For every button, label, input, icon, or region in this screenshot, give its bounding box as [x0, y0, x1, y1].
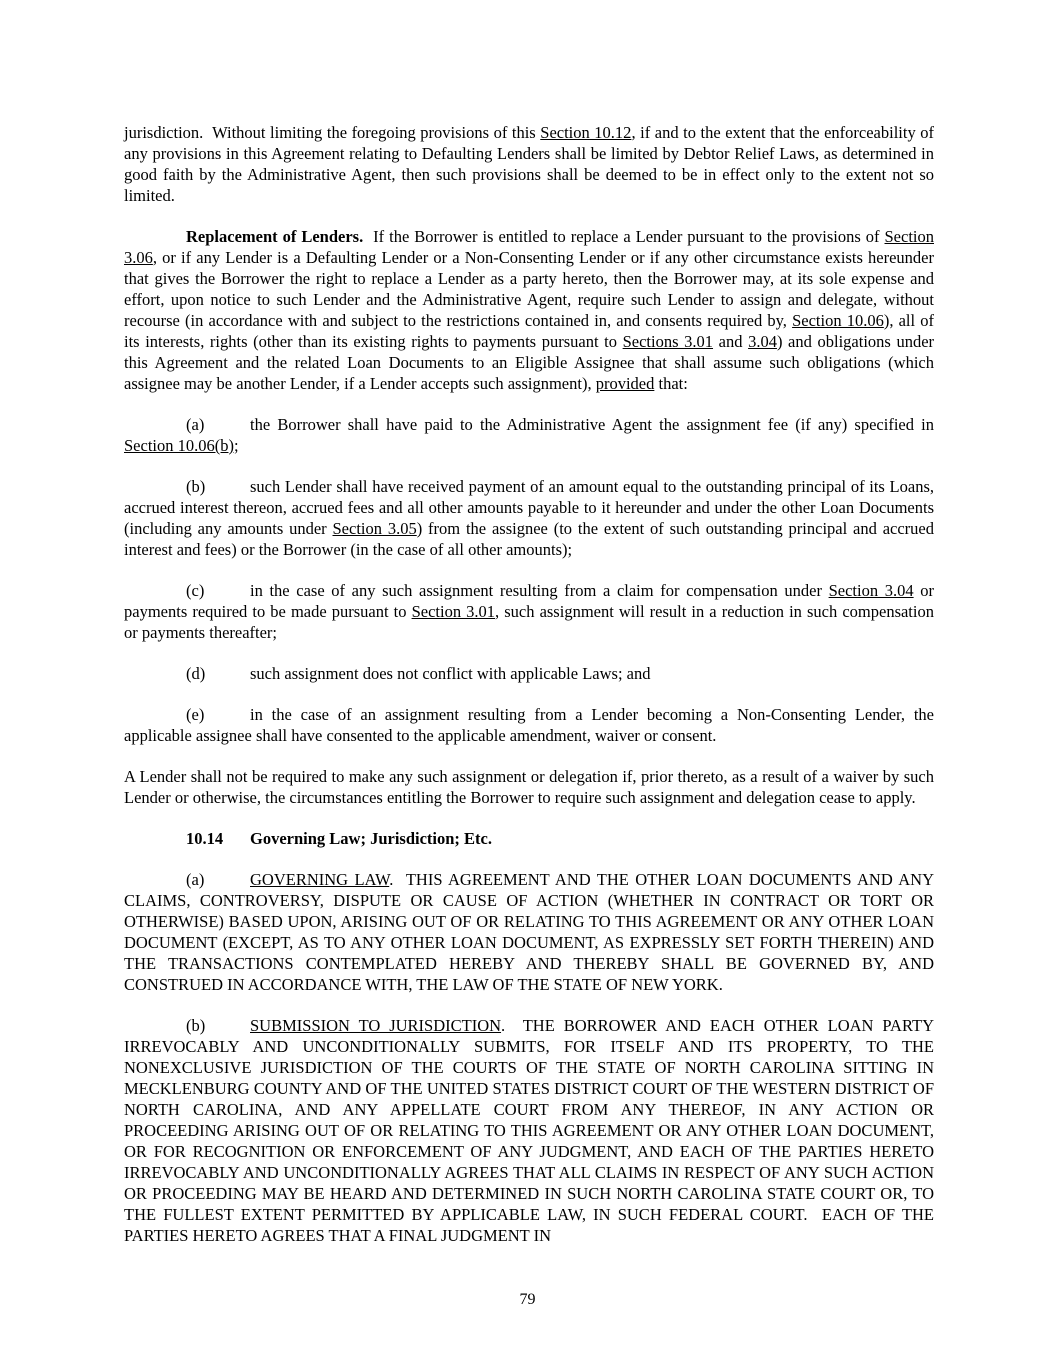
- section-reference: Section 3.05: [332, 519, 417, 538]
- section-reference: Section 3.01: [411, 602, 496, 621]
- list-item-governing-law: [124, 869, 934, 995]
- text-run: in the case of any such assignment resulting from a claim for compensation under: [250, 581, 829, 600]
- text-run: jurisdiction. Without limiting the foregoing provisions of this: [124, 123, 541, 142]
- section-title: Governing Law; Jurisdiction; Etc.: [250, 829, 492, 848]
- list-item-label: (c): [186, 581, 205, 600]
- list-item-c: [124, 580, 934, 643]
- section-reference: Section 10.12: [540, 123, 632, 142]
- text-run: such assignment does not conflict with applicable Laws; and: [250, 664, 651, 683]
- text-run: , if and to the extent that the enforceability of any provisions in this Agreement relating to Defaulting Lenders shall be limited by Debtor Relief Laws, as determined in good faith by the Administrative Agent, then such provisions shall be deemed to be in effect only to the extent not so limited.: [124, 123, 934, 205]
- inline-heading: SUBMISSION TO JURISDICTION: [250, 1016, 502, 1035]
- text-run: . THIS AGREEMENT AND THE OTHER LOAN DOCUMENTS AND ANY CLAIMS, CONTROVERSY, DISPUTE OR CAUSE OF ACTION (WHETHER IN CONTRACT OR TORT OR OTHERWISE) BASED UPON, ARISING OUT OF OR RELATING TO THIS AGREEMENT OR ANY OTHER LOAN DOCUMENT (EXCEPT, AS TO ANY OTHER LOAN DOCUMENT, AS EXPRESSLY SET FORTH THEREIN) AND THE TRANSACTIONS CONTEMPLATED HEREBY AND THEREBY SHALL BE GOVERNED BY, AND CONSTRUED IN ACCORDANCE WITH, THE LAW OF THE STATE OF NEW YORK.: [124, 870, 935, 994]
- list-item-submission-to-jurisdiction: [124, 1015, 934, 1246]
- document-content: [124, 122, 934, 1266]
- section-reference: 3.04: [748, 332, 777, 351]
- para-replacement-of-lenders: [124, 226, 934, 394]
- text-run: A Lender shall not be required to make any such assignment or delegation if, prior thereto, as a result of a waiver by such Lender or otherwise, the circumstances entitling the Borrower to require such assignment and delegation cease to apply.: [124, 767, 934, 807]
- text-run: ), all of its interests, rights (other than its existing rights to payments pursuant to: [124, 311, 934, 351]
- text-run: such Lender shall have received payment of an amount equal to the outstanding principal of its Loans, accrued interest thereon, accrued fees and all other amounts payable to it hereunder and under the other Loan Documents (including any amounts under: [124, 477, 934, 538]
- section-reference: Section 3.06: [124, 227, 934, 267]
- section-reference: Section 10.06(b): [124, 436, 234, 455]
- text-run: that:: [654, 374, 688, 393]
- list-item-label: (a): [186, 415, 205, 434]
- list-item-b: [124, 476, 934, 560]
- text-run: ) from the assignee (to the extent of such outstanding principal and accrued interest and fees) or the Borrower (in the case of all other amounts);: [124, 519, 934, 559]
- defined-term: provided: [595, 374, 655, 393]
- text-run: ) and obligations under this Agreement and the related Loan Documents to an Eligible Assignee that shall assume such obligations (which assignee may be another Lender, if a Lender accepts such assignment),: [124, 332, 935, 393]
- heading-10-14: [124, 828, 934, 849]
- para-enforceability-continuation: [124, 122, 934, 206]
- list-item-label: (a): [186, 870, 205, 889]
- list-item-a: [124, 414, 934, 456]
- list-item-label: (b): [186, 1016, 206, 1035]
- section-reference: Section 3.04: [828, 581, 914, 600]
- page-number: 79: [519, 1291, 536, 1308]
- text-run: the Borrower shall have paid to the Administrative Agent the assignment fee (if any) specified in: [250, 415, 934, 434]
- list-item-d: [124, 663, 934, 684]
- text-run: ;: [233, 436, 239, 455]
- inline-heading: Replacement of Lenders.: [186, 227, 364, 246]
- section-number: 10.14: [186, 829, 224, 848]
- text-run: . THE BORROWER AND EACH OTHER LOAN PARTY IRREVOCABLY AND UNCONDITIONALLY SUBMITS, FOR ITSELF AND ITS PROPERTY, TO THE NONEXCLUSIVE JURISDICTION OF THE COURTS OF THE STATE OF NORTH CAROLINA SITTING IN MECKLENBURG COUNTY AND OF THE UNITED STATES DISTRICT COURT OF THE WESTERN DISTRICT OF NORTH CAROLINA, AND ANY APPELLATE COURT FROM ANY THEREOF, IN ANY ACTION OR PROCEEDING ARISING OUT OF OR RELATING TO THIS AGREEMENT OR ANY OTHER LOAN DOCUMENT, OR FOR RECOGNITION OR ENFORCEMENT OF ANY JUDGMENT, AND EACH OF THE PARTIES HERETO IRREVOCABLY AND UNCONDITIONALLY AGREES THAT ALL CLAIMS IN RESPECT OF ANY SUCH ACTION OR PROCEEDING MAY BE HEARD AND DETERMINED IN SUCH NORTH CAROLINA STATE COURT OR, TO THE FULLEST EXTENT PERMITTED BY APPLICABLE LAW, IN SUCH FEDERAL COURT. EACH OF THE PARTIES HERETO AGREES THAT A FINAL JUDGMENT IN: [124, 1016, 934, 1245]
- para-lender-not-required: [124, 766, 934, 808]
- inline-heading: GOVERNING LAW: [250, 870, 390, 889]
- text-run: If the Borrower is entitled to replace a Lender pursuant to the provisions of: [363, 227, 885, 246]
- text-run: in the case of an assignment resulting from a Lender becoming a Non-Consenting Lender, the applicable assignee shall have consented to the applicable amendment, waiver or consent.: [124, 705, 934, 745]
- list-item-label: (e): [186, 705, 205, 724]
- text-run: , such assignment will result in a reduction in such compensation or payments thereafter;: [124, 602, 934, 642]
- text-run: and: [713, 332, 749, 351]
- section-reference: Section 10.06: [792, 311, 884, 330]
- section-reference: Sections 3.01: [622, 332, 714, 351]
- list-item-e: [124, 704, 934, 746]
- list-item-label: (d): [186, 664, 206, 683]
- text-run: , or if any Lender is a Defaulting Lender or a Non-Consenting Lender or if any other circumstance exists hereunder that gives the Borrower the right to replace a Lender as a party hereto, then the Borrower may, at its sole expense and effort, upon notice to such Lender and the Administrative Agent, require such Lender to assign and delegate, without recourse (in accordance with and subject to the restrictions contained in, and consents required by,: [124, 248, 934, 330]
- list-item-label: (b): [186, 477, 206, 496]
- text-run: or payments required to be made pursuant to: [124, 581, 934, 621]
